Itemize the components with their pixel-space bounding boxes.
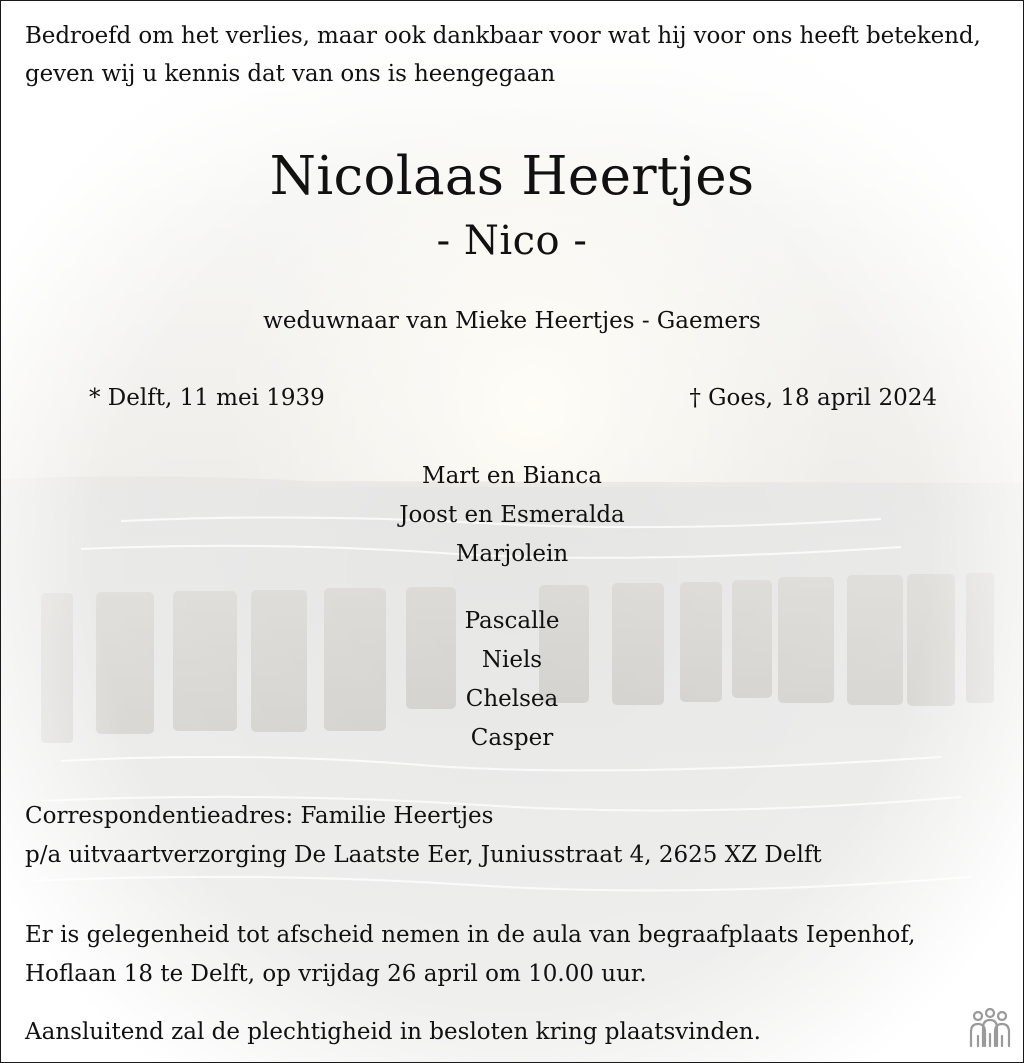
farewell-line-1: Er is gelegenheid tot afscheid nemen in de aula van begraafplaats Iepenhof, [25,922,916,948]
list-item: Chelsea [465,686,559,712]
list-item: Niels [481,647,543,673]
children-list [1,457,1023,574]
obituary-text [1,1,1023,1062]
list-item: Mart en Bianca [422,463,602,489]
intro-line-2: geven wij u kennis dat van ons is heengegaan [25,61,556,87]
farewell-line-2: Hoflaan 18 te Delft, op vrijdag 26 april om 10.00 uur. [25,961,647,987]
widower-of: weduwnaar van Mieke Heertjes - Gaemers [263,308,761,334]
closing-text: Aansluitend zal de plechtigheid in besloten kring plaatsvinden. [25,1019,761,1045]
grandchildren-list [1,602,1023,758]
death-date: † Goes, 18 april 2024 [689,385,937,411]
list-item: Marjolein [455,541,569,567]
correspondence-line-2: p/a uitvaartverzorging De Laatste Eer, Juniusstraat 4, 2625 XZ Delft [25,842,822,868]
list-item: Casper [470,725,554,751]
deceased-name: Nicolaas Heertjes [269,146,755,207]
farewell-info [25,916,915,994]
list-item: Pascalle [464,608,560,634]
intro-text [25,17,981,93]
intro-line-1: Bedroefd om het verlies, maar ook dankbaar voor wat hij voor ons heeft betekend, [25,23,981,49]
birth-date: * Delft, 11 mei 1939 [89,385,325,411]
list-item: Joost en Esmeralda [399,502,625,528]
deceased-nickname: - Nico - [436,218,588,264]
family-people-icon [967,1006,1013,1052]
correspondence-line-1: Correspondentieadres: Familie Heertjes [25,803,494,829]
correspondence-address [25,797,822,875]
